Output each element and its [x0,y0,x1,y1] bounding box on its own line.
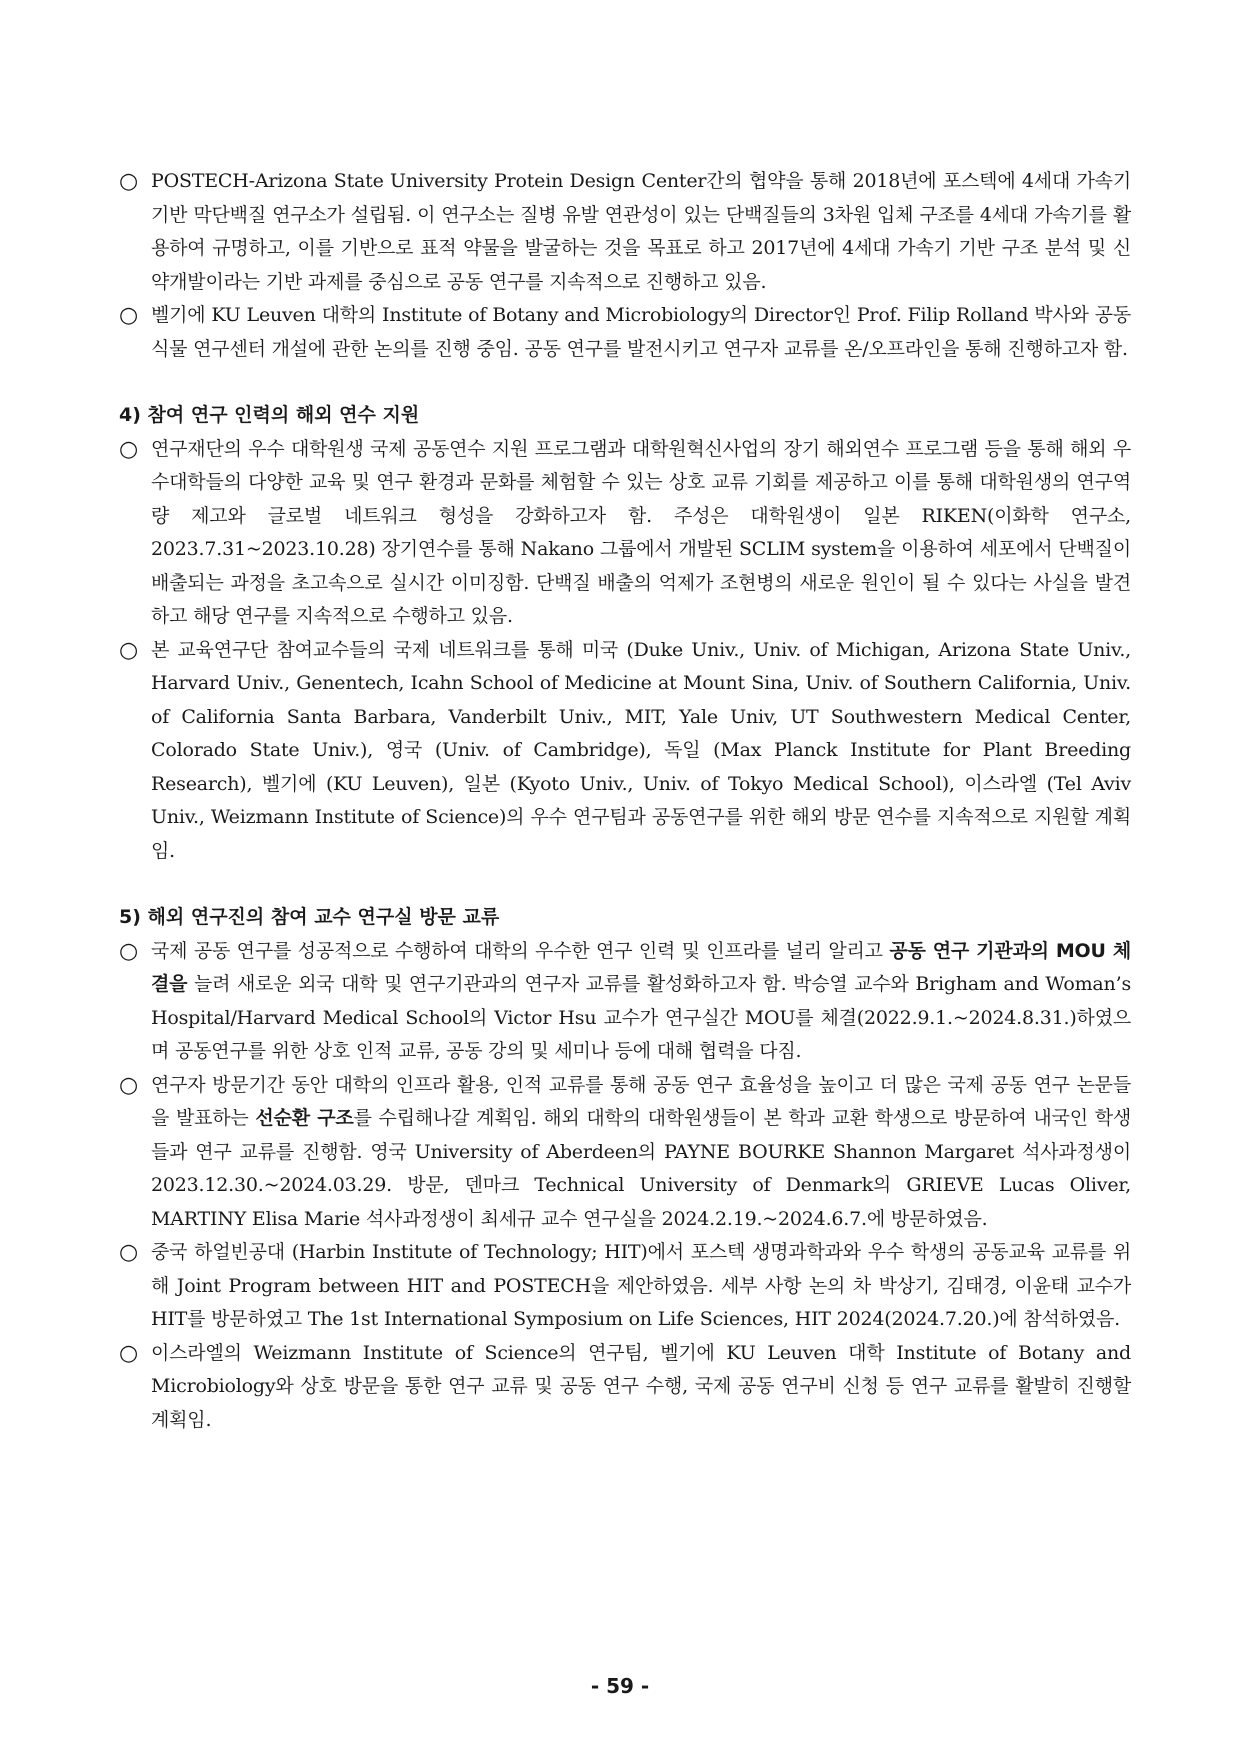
circle-bullet-icon: ○ [119,637,138,663]
circle-bullet-icon: ○ [119,1340,138,1366]
paragraph-text: 벨기에 KU Leuven 대학의 Institute of Botany and Microbiology의 Director인 Prof. Filip Rolland 박사와 공동 식물 연구센터 개설에 관한 논의를 진행 중임. 공동 연구를 발전시키고 연구자 교류를 온/오프라인을 통해 진행하고자 함. [151,304,1131,360]
bullet-paragraph [119,1069,1131,1237]
bullet-paragraph [119,1236,1131,1337]
paragraph-text: 를 수립해나갈 계획임. 해외 대학의 대학원생들이 본 학과 교환 학생으로 방문하여 내국인 학생들과 연구 교류를 진행함. 영국 University of Aberdeen의 PAYNE BOURKE Shannon Margaret 석사과정생이 2023.12.30.~2024.03.29. 방문, 덴마크 Technical University of Denmark의 GRIEVE Lucas Oliver, MARTINY Elisa Marie 석사과정생이 최세규 교수 연구실을 2024.2.19.~2024.6.7.에 방문하였음. [151,1107,1132,1230]
paragraph-text: POSTECH-Arizona State University Protein Design Center간의 협약을 통해 2018년에 포스텍에 4세대 가속기 기반 막단백질 연구소가 설립됨. 이 연구소는 질병 유발 연관성이 있는 단백질들의 3차원 입체 구조를 4세대 가속기를 활용하여 규명하고, 이를 기반으로 표적 약물을 발굴하는 것을 목표로 하고 2017년에 4세대 가속기 기반 구조 분석 및 신약개발이라는 기반 과제를 중심으로 공동 연구를 지속적으로 진행하고 있음. [151,170,1131,293]
circle-bullet-icon: ○ [119,1072,138,1098]
circle-bullet-icon: ○ [119,303,138,328]
bullet-paragraph [119,935,1131,1069]
bullet-paragraph [119,299,1131,366]
emphasis-text: 선순환 구조 [255,1107,354,1129]
paragraph-text: 연구자 방문기간 동안 대학의 인프라 활용, 인적 교류를 통해 공동 연구 효율성을 높이고 더 많은 국제 공동 연구 논문들을 발표하는 [151,1073,1131,1129]
paragraph-text: 본 교육연구단 참여교수들의 국제 네트워크를 통해 미국 (Duke Univ., Univ. of Michigan, Arizona State Univ., Harvard Univ., Genentech, Icahn School of Medicine at Mount Sina, Univ. of Southern California, Univ. of California Santa Barbara, Vanderbilt Univ., MIT, Yale Univ, UT Southwestern Medical Center, Colorado State Univ.), 영국 (Univ. of Cambridge), 독일 (Max Planck Institute for Plant Breeding Research), 벨기에 (KU Leuven), 일본 (Kyoto Univ., Univ. of Tokyo Medical School), 이스라엘 (Tel Aviv Univ., Weizmann Institute of Science)의 우수 연구팀과 공동연구를 위한 해외 방문 연수를 지속적으로 지원할 계획임. [151,638,1131,862]
paragraph-text: 중국 하얼빈공대 (Harbin Institute of Technology; HIT)에서 포스텍 생명과학과와 우수 학생의 공동교육 교류를 위해 Joint Program between HIT and POSTECH을 제안하였음. 세부 사항 논의 차 박상기, 김태경, 이윤태 교수가 HIT를 방문하였고 The 1st International Symposium on Life Sciences, HIT 2024(2024.7.20.)에 참석하였음. [151,1241,1131,1330]
circle-bullet-icon: ○ [119,169,138,194]
bullet-paragraph [119,634,1131,869]
paragraph-text: 국제 공동 연구를 성공적으로 수행하여 대학의 우수한 연구 인력 및 인프라를 널리 알리고 [151,939,890,962]
bullet-paragraph [119,165,1131,299]
circle-bullet-icon: ○ [119,938,138,964]
paragraph-text: 연구재단의 우수 대학원생 국제 공동연수 지원 프로그램과 대학원혁신사업의 장기 해외연수 프로그램 등을 통해 해외 우수대학들의 다양한 교육 및 연구 환경과 문화를 체험할 수 있는 상호 교류 기회를 제공하고 이를 통해 대학원생의 연구역량 제고와 글로벌 네트워크 형성을 강화하고자 함. 주성은 대학원생이 일본 RIKEN(이화학 연구소, 2023.7.31~2023.10.28) 장기연수를 통해 Nakano 그룹에서 개발된 SCLIM system을 이용하여 세포에서 단백질이 배출되는 과정을 초고속으로 실시간 이미징함. 단백질 배출의 억제가 조현병의 새로운 원인이 될 수 있다는 사실을 발견하고 해당 연구를 지속적으로 수행하고 있음. [151,437,1131,627]
document-body [119,165,1131,1437]
paragraph-text: 이스라엘의 Weizmann Institute of Science의 연구팀, 벨기에 KU Leuven 대학 Institute of Botany and Microbiology와 상호 방문을 통한 연구 교류 및 공동 연구 수행, 국제 공동 연구비 신청 등 연구 교류를 활발히 진행할 계획임. [151,1341,1131,1431]
emphasis-text: 공동 연구 기관과의 MOU 체결을 [151,939,1131,995]
bullet-paragraph [119,1337,1131,1438]
paragraph-text: 늘려 새로운 외국 대학 및 연구기관과의 연구자 교류를 활성화하고자 함. 박승열 교수와 Brigham and Woman’s Hospital/Harvard Medical School의 Victor Hsu 교수가 연구실간 MOU를 체결(2022.9.1.~2024.8.31.)하였으며 공동연구를 위한 상호 인적 교류, 공동 강의 및 세미나 등에 대해 협력을 다짐. [151,973,1131,1062]
page-number: - 59 - [590,1674,650,1698]
section-heading: 4) 참여 연구 인력의 해외 연수 지원 [119,404,420,426]
circle-bullet-icon: ○ [119,1240,138,1265]
section-heading: 5) 해외 연구진의 참여 교수 연구실 방문 교류 [119,906,500,928]
circle-bullet-icon: ○ [119,436,138,462]
bullet-paragraph [119,433,1131,634]
